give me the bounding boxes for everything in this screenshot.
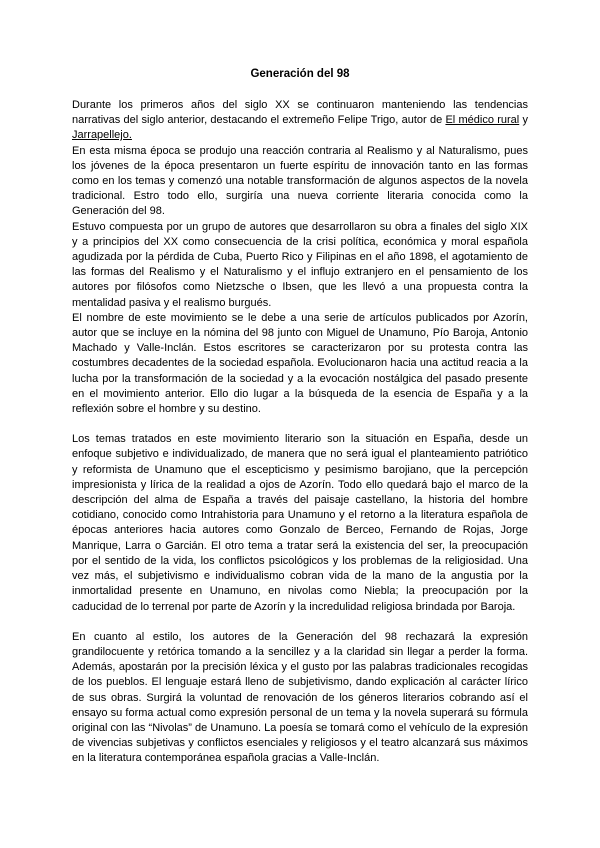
paragraph-intro <box>72 98 528 144</box>
document-title: Generación del 98 <box>250 68 350 80</box>
paragraph-reaction: En esta misma época se produjo una reacción contraria al Realismo y al Naturalismo, pues los jóvenes de la época presentaron un fuerte espíritu de innovación tanto en las formas como en los temas y comenzó una notable transformación de algunos aspectos de la novela tradicional. Estro todo ello, surgiría una nueva corriente literaria conocida como la Generación del 98. <box>72 144 528 218</box>
document-page <box>72 66 528 767</box>
paragraph-style: En cuanto al estilo, los autores de la Generación del 98 rechazará la expresión grandilocuente y retórica tomando a la sencillez y a la claridad sin llegar a perder la forma. Además, apostarán por la precisión léxica y el gusto por las palabras tradicionales recogidas de los pueblos. El lenguaje estará lleno de subjetivismo, dando explicación al carácter lírico de sus obras. Surgirá la voluntad de renovación de los géneros literarios cobrando así el ensayo su forma actual como expresión personal de un tema y la novela superará su fórmula original con las “Nivolas” de Unamuno. La poesía se tomará como el vehículo de la expresión de vivencias subjetivas y conflictos esenciales y religiosos y el teatro alcanzará sus máximos en la literatura contemporánea española gracias a Valle-Inclán. <box>72 630 528 765</box>
paragraph-themes: Los temas tratados en este movimiento literario son la situación en España, desde un enfoque subjetivo e individualizado, de manera que no será igual el planteamiento patriótico y reformista de Unamuno que el escepticismo y pesimismo barojiano, que la percepción impresionista y lírica de la realidad a ojos de Azorín. Todo ello quedará bajo el marco de la descripción del alma de España a través del paisaje castellano, la historia del hombre cotidiano, conocido como Intrahistoria para Unamuno y el retorno a la literatura española de épocas anteriores hacia autores como Gonzalo de Berceo, Fernando de Rojas, Jorge Manrique, Larra o Garcián. El otro tema a tratar será la existencia del ser, la preocupación por el sentido de la vida, los conflictos psicológicos y los problemas de la religiosidad. Una vez más, el subjetivismo e individualismo cobran vida de la mano de la angustia por la inmortalidad presente en Unamuno, en nivolas como Niebla; la preocupación por la caducidad de lo terrenal por parte de Azorín y la incredulidad religiosa brindada por Baroja. <box>72 433 528 613</box>
paragraph-composition: Estuvo compuesta por un grupo de autores que desarrollaron su obra a finales del siglo XIX y a principios del XX como consecuencia de la crisi política, económica y moral española agudizada por la pérdida de Cuba, Puerto Rico y Filipinas en el año 1898, el agotamiento de las formas del Realismo y el Naturalismo y el influjo extranjero en el pensamiento de los autores por filósofos como Nietzsche o Ibsen, que les llevó a una propuesta contra la mentalidad pasiva y el realismo burgués. <box>72 220 528 309</box>
paragraph-intro-conjunction: y <box>519 114 528 127</box>
link-el-medico-rural[interactable]: El médico rural <box>445 114 520 127</box>
paragraph-spacer <box>72 417 528 432</box>
paragraph-spacer <box>72 615 528 630</box>
paragraph-intro-text: Durante los primeros años del siglo XX se continuaron manteniendo las tendencias narrativas del siglo anterior, destacando el extremeño Felipe Trigo, autor de <box>72 99 528 127</box>
link-jarrapellejo[interactable]: Jarrapellejo. <box>72 129 132 142</box>
paragraph-name-origin: El nombre de este movimiento se le debe a una serie de artículos publicados por Azorín, autor que se incluye en la nómina del 98 junto con Miguel de Unamuno, Pío Baroja, Antonio Machado y Valle-Inclán. Estos escritores se caracterizaron por su protesta contra las costumbres decadentes de la sociedad española. Evolucionaron hacia una actitud reacia a la lucha por la transformación de la sociedad y a la evocación nostálgica del pasado presente en el movimiento anterior. Ello dio lugar a la búsqueda de la esencia de España y a la reflexión sobre el hombre y su destino. <box>72 311 528 416</box>
